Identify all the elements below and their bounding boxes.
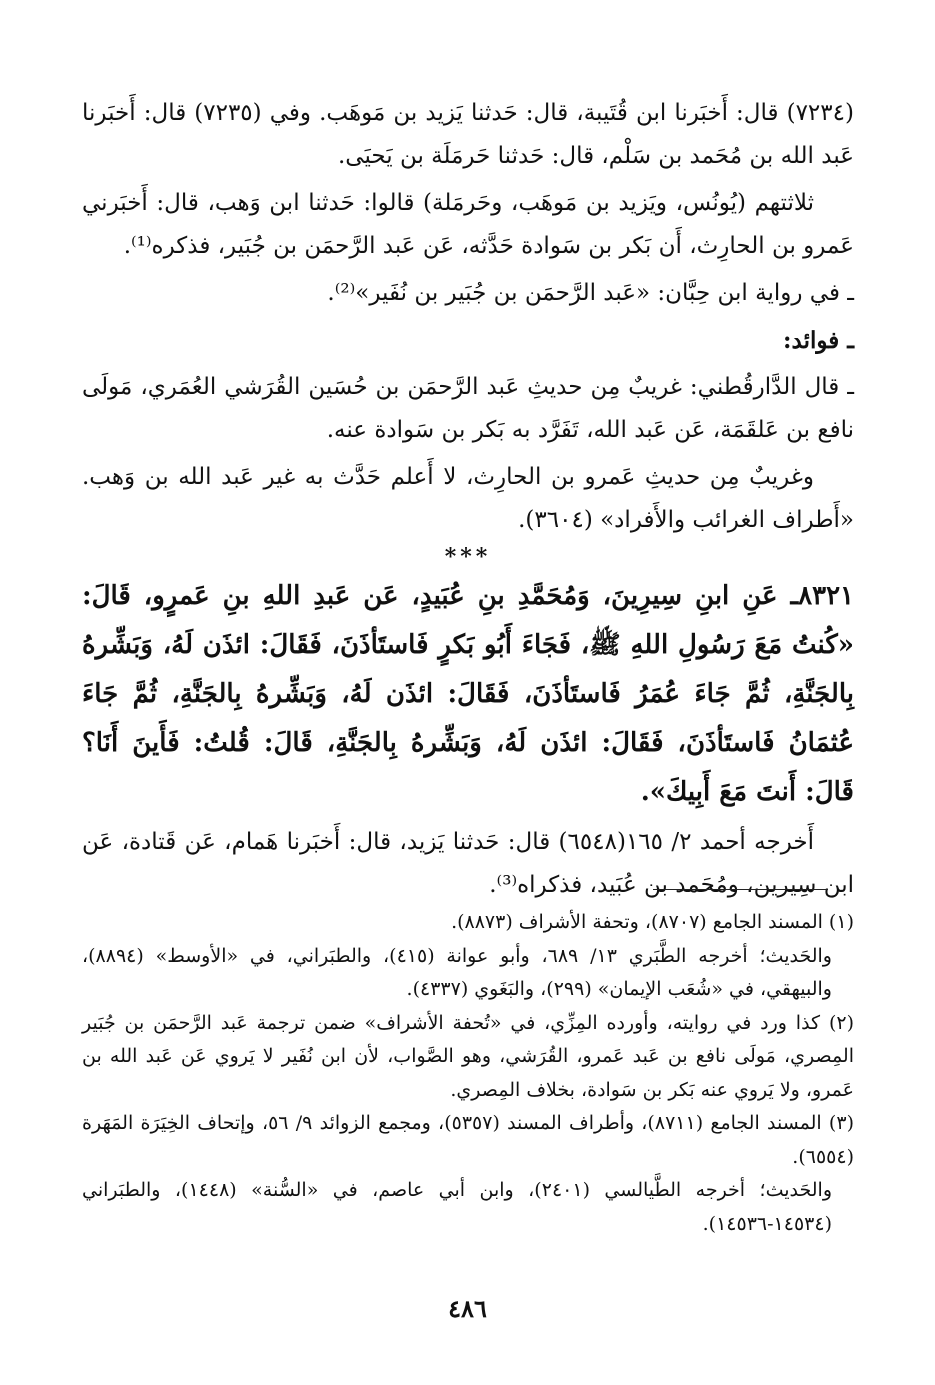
section-separator: *** xyxy=(444,544,492,570)
page-number: ٤٨٦ xyxy=(448,1294,487,1323)
footnote-divider xyxy=(653,889,828,890)
footnote-1: (١) المسند الجامع (٨٧٠٧)، وتحفة الأشراف (٨٨٧٣). xyxy=(451,911,854,933)
main-text xyxy=(82,92,854,907)
fawaid-heading: ـ فوائد: xyxy=(783,327,854,354)
footnote-2: (٢) كذا ورد في روايته، وأورده المِزِّي، في «تُحفة الأشراف» ضمن ترجمة عَبد الرَّحمَن بن جُبَير المِصري، مَولَى نافع بن عَبد عَمرو، القُرَشي، وهو الصَّواب، لأن ابن نُفَير لا يَروي عَن عَبد الله بن عَمرو، ولا يَروي عنه بَكر بن سَوادة، بخلاف المِصري. xyxy=(82,1011,854,1101)
gharib-note: وغريبٌ مِن حديثِ عَمرو بن الحارِث، لا أَعلم حَدَّث به غير عَبد الله بن وَهب. «أَطراف الغرائب والأَفراد» (٣٦٠٤). xyxy=(82,464,854,533)
takhrij-paragraph: أَخرجه أحمد ٢/ ١٦٥(٦٥٤٨) قال: حَدثنا يَزيد، قال: أَخبَرنا هَمام، عَن قَتادة، عَن ابن سِيرين، ومُحَمد بن عُبَيد، فذكراه⁽³⁾. xyxy=(82,829,854,898)
hadith-text: ٨٣٢١ـ عَنِ ابنِ سِيرِينَ، وَمُحَمَّدِ بنِ عُبَيدٍ، عَن عَبدِ اللهِ بنِ عَمرٍو، قَالَ: «كُنتُ مَعَ رَسُولِ اللهِ ﷺ، فَجَاءَ أَبُو بَكرٍ فَاستَأذَنَ، فَقَالَ: ائذَن لَهُ، وَبَشِّرهُ بِالجَنَّةِ، ثُمَّ جَاءَ عُمَرُ فَاستَأذَنَ، فَقَالَ: ائذَن لَهُ، وَبَشِّرهُ بِالجَنَّةِ، ثُمَّ جَاءَ عُثمَانُ فَاستَأذَنَ، فَقَالَ: ائذَن لَهُ، وَبَشِّرهُ بِالجَنَّةِ، قَالَ: قُلتُ: فَأَينَ أَنَا؟ قَالَ: أَنتَ مَعَ أَبِيكَ». xyxy=(82,581,854,807)
isnad-paragraph: (٧٢٣٤) قال: أَخبَرنا ابن قُتَيبة، قال: حَدثنا يَزيد بن مَوهَب. وفي (٧٢٣٥) قال: أَخبَرنا عَبد الله بن مُحَمد بن سَلْم، قال: حَدثنا حَرمَلَة بن يَحيَى. xyxy=(82,100,854,169)
ibn-hibban-note: ـ في رواية ابن حِبَّان: «عَبد الرَّحمَن بن جُبَير بن نُفَير»⁽²⁾. xyxy=(327,280,854,306)
footnote-1-continuation: والحَديث؛ أخرجه الطَّبَري ١٣/ ٦٨٩، وأبو عوانة (٤١٥)، والطبَراني، في «الأوسط» (٨٨٩٤)، والبيهقي، في «شُعَب الإيمان» (٢٩٩)، والبَغَوي (٤٣٣٧). xyxy=(82,944,832,1000)
footnote-3: (٣) المسند الجامع (٨٧١١)، وأطراف المسند (٥٣٥٧)، ومجمع الزوائد ٩/ ٥٦، وإتحاف الخِيَرَة المَهَرة (٦٥٥٤). xyxy=(82,1112,854,1168)
footnote-3-continuation: والحَديث؛ أخرجه الطَّيالسي (٢٤٠١)، وابن أبي عاصم، في «السُّنة» (١٤٤٨)، والطبَراني (١٤٥٣٤-١٤٥٣٦). xyxy=(82,1179,832,1235)
footnotes xyxy=(82,906,854,1241)
daraqutni-note: ـ قال الدَّارقُطني: غريبٌ مِن حديثِ عَبد الرَّحمَن بن حُسَين القُرَشي العُمَري، مَولَى نافع بن عَلقَمَة، عَن عَبد الله، تَفَرَّد به بَكر بن سَوادة عنه. xyxy=(82,374,854,443)
isnad-paragraph: ثلاثتهم (يُونُس، ويَزيد بن مَوهَب، وحَرمَلة) قالوا: حَدثنا ابن وَهب، قال: أَخبَرني عَمرو بن الحارِث، أَن بَكر بن سَوادة حَدَّثه، عَن عَبد الرَّحمَن بن جُبَير، فذكره⁽¹⁾. xyxy=(82,190,854,259)
